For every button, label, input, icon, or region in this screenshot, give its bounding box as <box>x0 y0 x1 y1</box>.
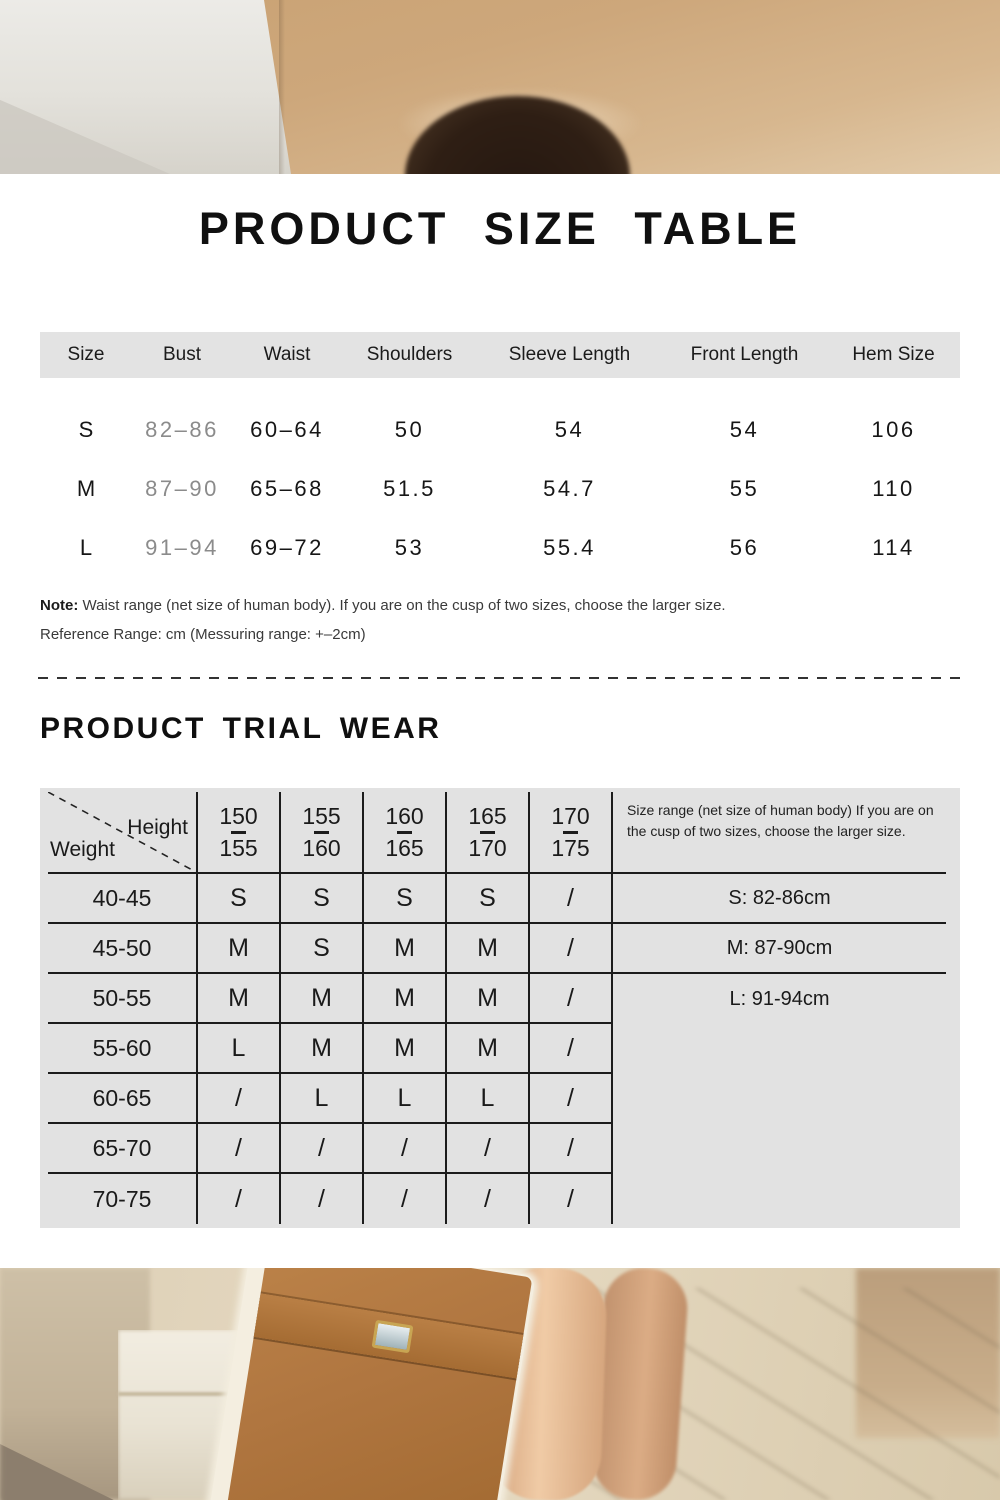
sleeve-length-value: 54.7 <box>543 475 596 501</box>
size-table-header-sleeve-length: Sleeve Length <box>508 344 631 365</box>
waist-value: 69–72 <box>250 534 324 560</box>
size-table-header-hem-size: Hem Size <box>852 344 935 365</box>
front-length-value: 56 <box>729 534 760 560</box>
height-column-155-160 <box>279 792 362 874</box>
height-bottom: 155 <box>219 834 258 861</box>
weight-row-label: 50-55 <box>48 974 196 1024</box>
dashed-divider <box>38 677 962 679</box>
shoulders-value: 51.5 <box>383 475 436 501</box>
height-top: 170 <box>551 802 590 829</box>
trial-cell: M <box>362 1024 445 1074</box>
weight-row-label: 45-50 <box>48 924 196 974</box>
trial-cell: L <box>445 1074 528 1124</box>
model-back-leg <box>590 1268 690 1500</box>
shoulders-value: 50 <box>394 416 425 442</box>
hem-size-value: 114 <box>872 534 915 560</box>
trial-cell: M <box>196 974 279 1024</box>
trial-cell: M <box>279 974 362 1024</box>
trial-cell: L <box>196 1024 279 1074</box>
weight-row-label: 65-70 <box>48 1124 196 1174</box>
size-range-s: S: 82-86cm <box>613 874 946 924</box>
note-line <box>40 591 940 620</box>
trial-cell: M <box>196 924 279 974</box>
height-axis-label: Height <box>127 816 188 839</box>
trial-cell: / <box>528 1074 611 1124</box>
trial-cell: / <box>528 874 611 924</box>
height-bottom: 165 <box>385 834 424 861</box>
waist-value: 65–68 <box>250 475 324 501</box>
sleeve-length-value: 55.4 <box>543 534 596 560</box>
trial-cell: / <box>279 1124 362 1174</box>
height-bottom: 160 <box>302 834 341 861</box>
range-dash <box>397 831 412 834</box>
size-range-l: L: 91-94cm <box>729 987 830 1010</box>
handbag-body <box>226 1268 532 1500</box>
height-bottom: 170 <box>468 834 507 861</box>
weight-row-label: 55-60 <box>48 1024 196 1074</box>
trial-cell: M <box>445 974 528 1024</box>
trial-cell: / <box>445 1174 528 1224</box>
front-length-value: 55 <box>729 475 760 501</box>
trial-cell: / <box>196 1074 279 1124</box>
range-dash <box>314 831 329 834</box>
top-photo <box>0 0 1000 174</box>
trial-cell: / <box>528 1024 611 1074</box>
height-column-170-175 <box>528 792 611 874</box>
size-table-header-size: Size <box>67 344 105 365</box>
trial-cell: / <box>362 1124 445 1174</box>
note-label: Note: <box>40 597 79 614</box>
handbag <box>206 1268 535 1500</box>
trial-wear-grid <box>48 792 946 1224</box>
bust-value: 82–86 <box>145 416 219 442</box>
weight-axis-label: Weight <box>50 838 115 861</box>
trial-cell: / <box>528 1124 611 1174</box>
trial-cell: / <box>528 974 611 1024</box>
height-column-150-155 <box>196 792 279 874</box>
trial-cell: S <box>196 874 279 924</box>
range-dash <box>231 831 246 834</box>
size-table-header-waist: Waist <box>263 344 311 365</box>
height-top: 165 <box>468 802 507 829</box>
trial-cell: / <box>279 1174 362 1224</box>
size-value: S <box>78 416 94 442</box>
trial-cell: M <box>445 924 528 974</box>
size-table-row-s <box>40 400 960 459</box>
trial-cell: M <box>362 924 445 974</box>
size-table-row-l <box>40 518 960 577</box>
size-table-header-row <box>40 332 960 378</box>
trial-wear-table <box>40 788 960 1228</box>
trial-cell: S <box>279 874 362 924</box>
bust-value: 91–94 <box>145 534 219 560</box>
range-dash <box>563 831 578 834</box>
size-range-column <box>611 874 946 1224</box>
trial-cell: / <box>528 1174 611 1224</box>
trial-cell: L <box>279 1074 362 1124</box>
size-value: M <box>76 475 96 501</box>
height-bottom: 175 <box>551 834 590 861</box>
size-table-row-m <box>40 459 960 518</box>
size-value: L <box>79 534 93 560</box>
size-table-header-shoulders: Shoulders <box>366 344 453 365</box>
trial-cell: S <box>279 924 362 974</box>
height-top: 150 <box>219 802 258 829</box>
corner-cell <box>48 792 196 874</box>
size-table-notes <box>40 591 940 650</box>
height-top: 160 <box>385 802 424 829</box>
trial-cell: / <box>362 1174 445 1224</box>
trial-cell: / <box>196 1124 279 1174</box>
height-column-160-165 <box>362 792 445 874</box>
sleeve-length-value: 54 <box>554 416 585 442</box>
weight-row-label: 70-75 <box>92 1185 152 1212</box>
front-length-value: 54 <box>729 416 760 442</box>
shoulders-value: 53 <box>394 534 425 560</box>
reference-range-line: Reference Range: cm (Messuring range: +–2cm) <box>40 626 366 644</box>
top-photo-wall-corner <box>279 0 285 174</box>
trial-wear-title: PRODUCT TRIAL WEAR <box>40 712 442 745</box>
size-range-m: M: 87-90cm <box>613 924 946 974</box>
trial-cell: M <box>279 1024 362 1074</box>
size-table-body <box>40 400 960 577</box>
waist-value: 60–64 <box>250 416 324 442</box>
height-column-165-170 <box>445 792 528 874</box>
size-table-header-front-length: Front Length <box>690 344 799 365</box>
height-top: 155 <box>302 802 341 829</box>
bottom-photo <box>0 1268 1000 1500</box>
trial-cell: L <box>362 1074 445 1124</box>
size-table-title: PRODUCT SIZE TABLE <box>198 203 802 254</box>
range-dash <box>480 831 495 834</box>
size-table <box>40 332 960 577</box>
trial-cell: / <box>196 1174 279 1224</box>
handbag-clasp <box>372 1320 414 1354</box>
trial-table-note: Size range (net size of human body) If you are on the cusp of two sizes, choose the larger size. <box>611 792 946 874</box>
weight-row-label: 60-65 <box>48 1074 196 1124</box>
trial-cell: M <box>445 1024 528 1074</box>
bust-value: 87–90 <box>145 475 219 501</box>
trial-cell: S <box>445 874 528 924</box>
size-table-header-bust: Bust <box>162 344 202 365</box>
hem-size-value: 106 <box>871 416 916 442</box>
trial-cell: M <box>362 974 445 1024</box>
trial-cell: / <box>528 924 611 974</box>
hem-size-value: 110 <box>872 475 915 501</box>
note-text: Waist range (net size of human body). If you are on the cusp of two sizes, choose the larger size. <box>78 597 726 614</box>
weight-row-label: 40-45 <box>48 874 196 924</box>
trial-cell: / <box>445 1124 528 1174</box>
trial-cell: S <box>362 874 445 924</box>
